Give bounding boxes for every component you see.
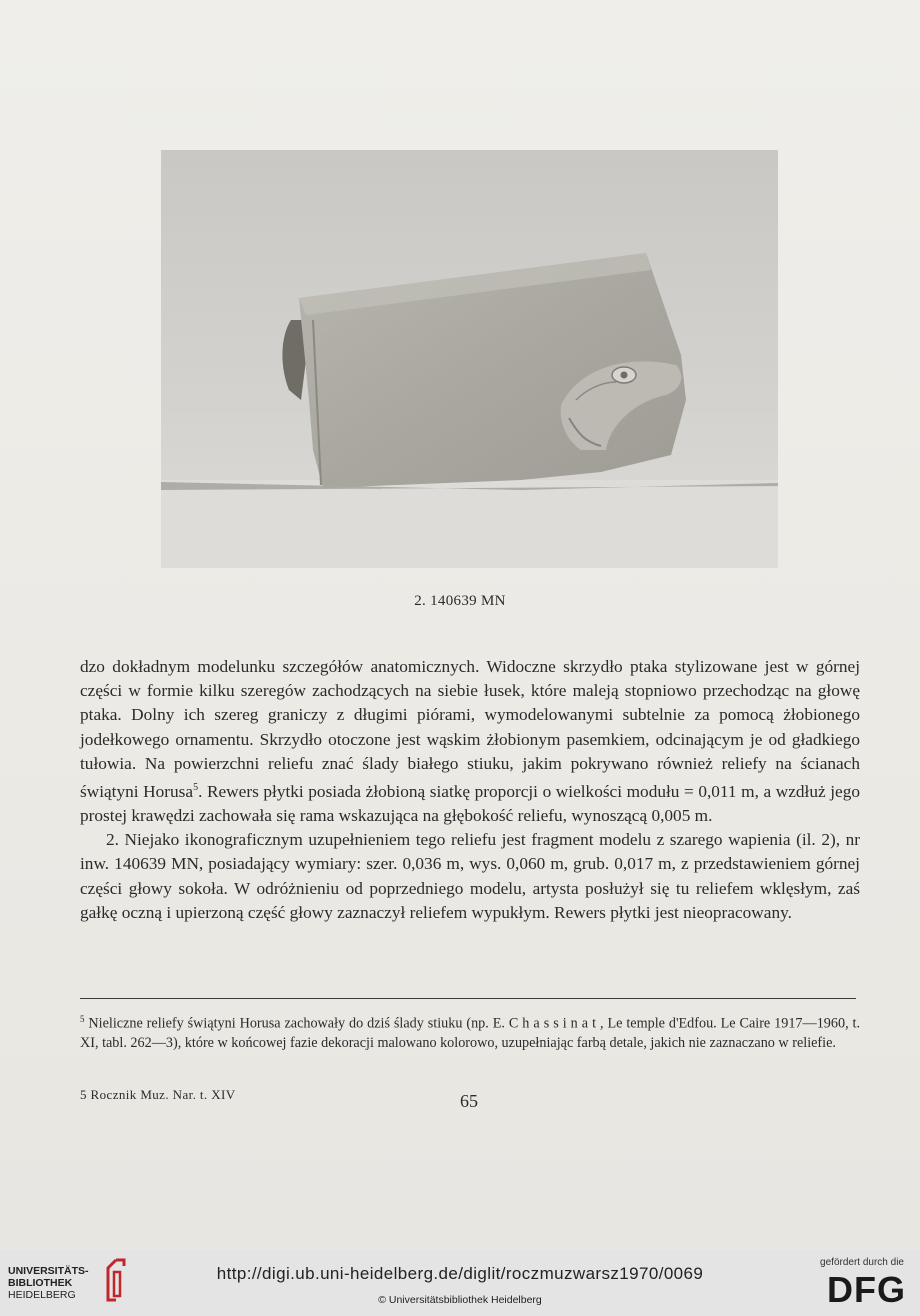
- ub-logo-line3: HEIDELBERG: [8, 1289, 76, 1301]
- body-text: [80, 655, 860, 925]
- footnote-ref: 5: [193, 782, 199, 794]
- page-number: 65: [460, 1091, 478, 1111]
- paragraph-1-text-end: . Rewers płytki posiada żłobioną siatkę proporcji o wielkości modułu = 0,011 m, a wzdłuż jego prostej krawędzi zachowała się rama wskazująca na głębokość reliefu, wynoszącą 0,005 m.: [80, 781, 860, 825]
- copyright-notice: © Universitätsbibliothek Heidelberg: [378, 1294, 542, 1306]
- paragraph-1-text: dzo dokładnym modelunku szczegółów anatomicznych. Widoczne skrzydło ptaka stylizowane jest w górnej części w formie kilku szeregów zachodzących na siebie łusek, które maleją stopniowo przechodząc na głowę ptaka. Dolny ich szereg graniczy z długimi piórami, wymodelowanymi subtelnie za pomocą żłobionego jodełkowego ornamentu. Skrzydło otoczone jest wąskim żłobionym pasemkiem, odcinającym je od gładkiego tułowia. Na powierzchni reliefu znać ślady białego stiuku, jakim pokrywano również reliefy na ścianach świątyni Horusa: [80, 657, 860, 801]
- footnote: [80, 1010, 860, 1054]
- footnote-number: 5: [80, 1014, 85, 1024]
- footnote-author: Chassinat: [508, 1015, 601, 1032]
- paragraph-2: 2. Niejako ikonograficznym uzupełnieniem tego reliefu jest fragment modelu z szarego wapienia (il. 2), nr inw. 140639 MN, posiadający wymiary: szer. 0,036 m, wys. 0,060 m, grub. 0,017 m, z przedstawieniem górnej części głowy sokoła. W odróżnieniu od poprzedniego modelu, artysta posłużył się tu reliefem wklęsłym, zaś gałkę oczną i upierzoną część głowy zaznaczył reliefem wypukłym. Rewers płytki jest nieopracowany.: [80, 830, 860, 922]
- dfg-logo[interactable]: DFG: [827, 1269, 906, 1310]
- digitization-footer: [0, 1250, 920, 1316]
- dfg-funded-label: gefördert durch die: [820, 1257, 904, 1268]
- footnote-divider: [80, 998, 856, 999]
- footnote-text-b: , Le temple d'Edfou. Le Caire 1917—1960, t. XI, tabl. 262—3), które w końcowej fazie dekoracji malowano kolorowo, uzupełniając farbą detale, jakich nie zaznaczano w reliefie.: [80, 1015, 861, 1052]
- ub-logo-line2: BIBLIOTHEK: [8, 1277, 73, 1289]
- printer-signature: 5 Rocznik Muz. Nar. t. XIV: [80, 1087, 236, 1102]
- paragraph-1: [80, 655, 860, 828]
- ub-logo-line1: UNIVERSITÄTS-: [8, 1265, 89, 1277]
- footnote-text-a: Nieliczne reliefy świątyni Horusa zachowały do dziś ślady stiuku (np. E.: [88, 1015, 509, 1032]
- permalink[interactable]: http://digi.ub.uni-heidelberg.de/diglit/roczmuzwarsz1970/0069: [216, 1264, 704, 1283]
- figure-caption: 2. 140639 MN: [414, 593, 506, 609]
- relief-fragment-photo: [161, 150, 778, 568]
